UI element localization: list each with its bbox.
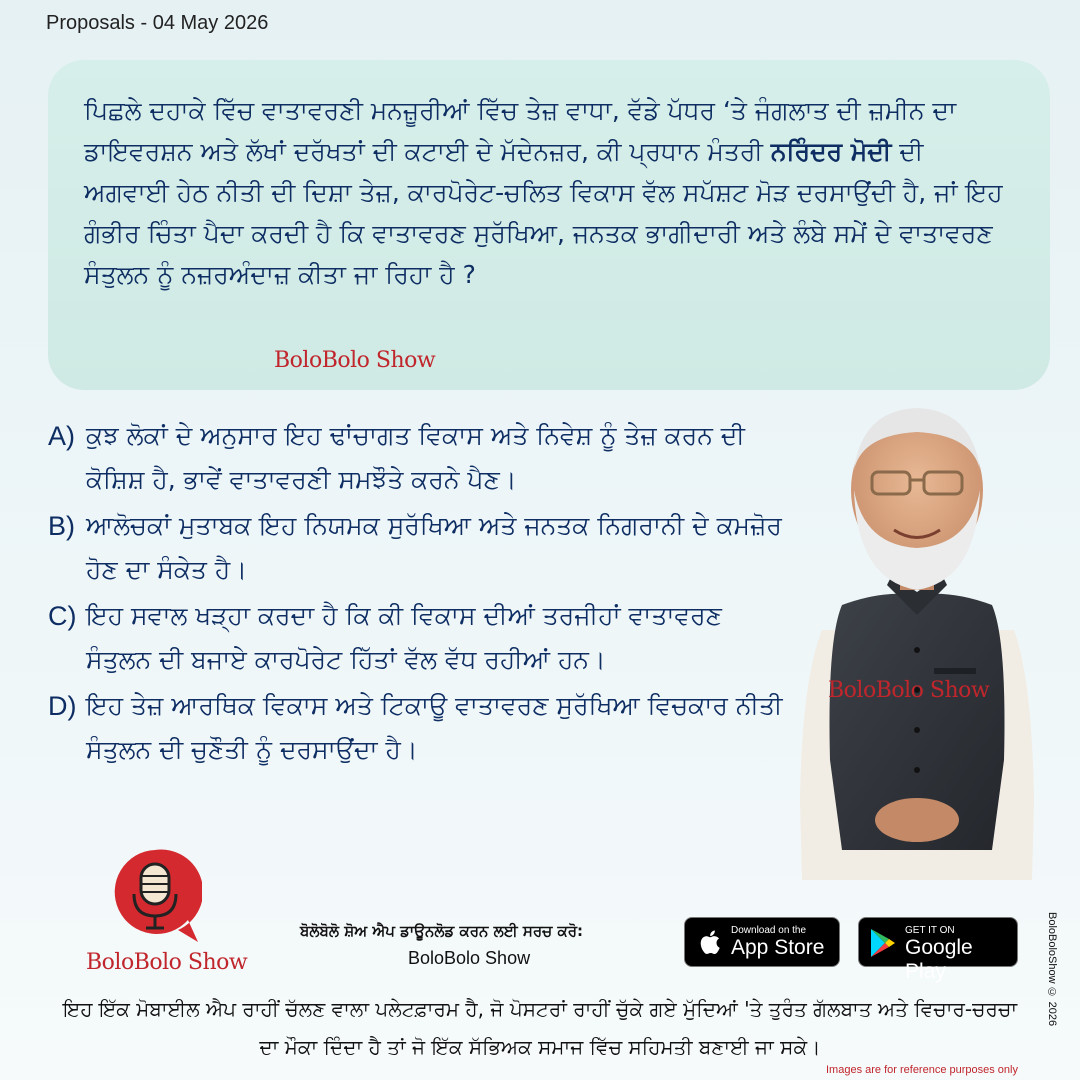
- microphone-chat-bubble-icon: [108, 846, 202, 946]
- apple-icon: [697, 928, 721, 956]
- question-card: [48, 60, 1050, 390]
- portrait-watermark: BoloBolo Show: [828, 678, 990, 703]
- footer-description: ਇਹ ਇੱਕ ਮੋਬਾਈਲ ਐਪ ਰਾਹੀਂ ਚੱਲਣ ਵਾਲਾ ਪਲੇਟਫ਼ਾਰਮ ਹੈ, ਜੋ ਪੋਸਟਰਾਂ ਰਾਹੀਂ ਚੁੱਕੇ ਗਏ ਮੁੱਦਿਆਂ 'ਤੇ ਤੁਰੰਤ ਗੱਲਬਾਤ ਅਤੇ ਵਿਚਾਰ-ਚਰਚਾ ਦਾ ਮੌਕਾ ਦਿੰਦਾ ਹੈ ਤਾਂ ਜੋ ਇੱਕ ਸੱਭਿਅਕ ਸਮਾਜ ਵਿੱਚ ਸਹਿਮਤੀ ਬਣਾਈ ਜਾ ਸਕੇ।: [62, 997, 1018, 1059]
- question-text-start: ਪਿਛਲੇ ਦਹਾਕੇ ਵਿੱਚ ਵਾਤਾਵਰਣੀ ਮਨਜ਼ੂਰੀਆਂ ਵਿੱਚ ਤੇਜ਼ ਵਾਧਾ, ਵੱਡੇ ਪੱਧਰ ‘ਤੇ ਜੰਗਲਾਤ ਦੀ ਜ਼ਮੀਨ ਦਾ ਡਾਇਵਰਸ਼ਨ ਅਤੇ ਲੱਖਾਂ ਦਰੱਖਤਾਂ ਦੀ ਕਟਾਈ ਦੇ ਮੱਦੇਨਜ਼ਰ, ਕੀ ਪ੍ਰਧਾਨ ਮੰਤਰੀ: [84, 96, 957, 166]
- option-d[interactable]: [48, 684, 788, 772]
- option-letter: D): [48, 691, 77, 721]
- google-play-small-label: GET IT ON: [905, 925, 955, 936]
- brand-name: BoloBolo Show: [86, 950, 248, 975]
- card-watermark: BoloBolo Show: [274, 348, 436, 373]
- download-app-name: BoloBolo Show: [408, 948, 531, 968]
- app-store-big-label: App Store: [731, 936, 825, 959]
- google-play-big-label: Google Play: [905, 936, 973, 983]
- option-c[interactable]: [48, 594, 788, 682]
- option-text: ਇਹ ਤੇਜ਼ ਆਰਥਿਕ ਵਿਕਾਸ ਅਤੇ ਟਿਕਾਊ ਵਾਤਾਵਰਣ ਸੁਰੱਖਿਆ ਵਿਚਕਾਰ ਨੀਤੀ ਸੰਤੁਲਨ ਦੀ ਚੁਣੌਤੀ ਨੂੰ ਦਰਸਾਉਂਦਾ ਹੈ।: [86, 691, 783, 764]
- option-text: ਆਲੋਚਕਾਂ ਮੁਤਾਬਕ ਇਹ ਨਿਯਮਕ ਸੁਰੱਖਿਆ ਅਤੇ ਜਨਤਕ ਨਿਗਰਾਨੀ ਦੇ ਕਮਜ਼ੋਰ ਹੋਣ ਦਾ ਸੰਕੇਤ ਹੈ।: [86, 511, 782, 584]
- option-letter: C): [48, 601, 77, 631]
- google-play-button[interactable]: [858, 917, 1018, 983]
- option-a[interactable]: [48, 414, 788, 502]
- question-highlight-name: ਨਰਿੰਦਰ ਮੋਦੀ: [770, 137, 892, 166]
- portrait-illustration: [782, 380, 1052, 900]
- app-store-button[interactable]: [684, 917, 840, 967]
- google-play-icon: [869, 928, 897, 958]
- answer-options: [48, 414, 788, 774]
- option-letter: B): [48, 511, 75, 541]
- app-store-small-label: Download on the: [731, 925, 807, 936]
- option-b[interactable]: [48, 504, 788, 592]
- question-text-end: ਦੀ ਅਗਵਾਈ ਹੇਠ ਨੀਤੀ ਦੀ ਦਿਸ਼ਾ ਤੇਜ਼, ਕਾਰਪੋਰੇਟ-ਚਲਿਤ ਵਿਕਾਸ ਵੱਲ ਸਪੱਸ਼ਟ ਮੋੜ ਦਰਸਾਉਂਦੀ ਹੈ, ਜਾਂ ਇਹ ਗੰਭੀਰ ਚਿੰਤਾ ਪੈਦਾ ਕਰਦੀ ਹੈ ਕਿ ਵਾਤਾਵਰਣ ਸੁਰੱਖਿਆ, ਜਨਤਕ ਭਾਗੀਦਾਰੀ ਅਤੇ ਲੰਬੇ ਸਮੇਂ ਦੇ ਵਾਤਾਵਰਣ ਸੰਤੁਲਨ ਨੂੰ ਨਜ਼ਰਅੰਦਾਜ਼ ਕੀਤਾ ਜਾ ਰਿਹਾ ਹੈ ?: [84, 137, 1003, 289]
- option-letter: A): [48, 421, 75, 451]
- side-copyright: BoloBoloShow © 2026: [1046, 912, 1058, 1027]
- page-date-label: Proposals - 04 May 2026: [46, 12, 269, 34]
- download-prompt: ਬੋਲੋਬੋਲੋ ਸ਼ੋਅ ਐਪ ਡਾਊਨਲੋਡ ਕਰਨ ਲਈ ਸਰਚ ਕਰੋ:: [300, 922, 584, 940]
- option-text: ਕੁਝ ਲੋਕਾਂ ਦੇ ਅਨੁਸਾਰ ਇਹ ਢਾਂਚਾਗਤ ਵਿਕਾਸ ਅਤੇ ਨਿਵੇਸ਼ ਨੂੰ ਤੇਜ਼ ਕਰਨ ਦੀ ਕੋਸ਼ਿਸ਼ ਹੈ, ਭਾਵੇਂ ਵਾਤਾਵਰਣੀ ਸਮਝੌਤੇ ਕਰਨੇ ਪੈਣ।: [86, 421, 745, 494]
- image-disclaimer: Images are for reference purposes only: [826, 1064, 1018, 1076]
- question-text: [84, 90, 1014, 295]
- option-text: ਇਹ ਸਵਾਲ ਖੜ੍ਹਾ ਕਰਦਾ ਹੈ ਕਿ ਕੀ ਵਿਕਾਸ ਦੀਆਂ ਤਰਜੀਹਾਂ ਵਾਤਾਵਰਣ ਸੰਤੁਲਨ ਦੀ ਬਜਾਏ ਕਾਰਪੋਰੇਟ ਹਿੱਤਾਂ ਵੱਲ ਵੱਧ ਰਹੀਆਂ ਹਨ।: [86, 601, 722, 674]
